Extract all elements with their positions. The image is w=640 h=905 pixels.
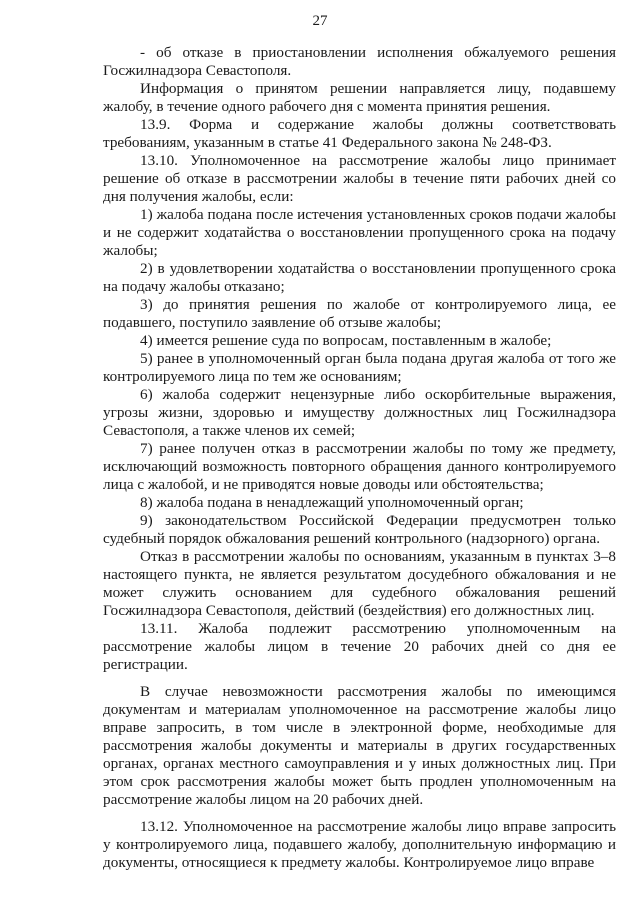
paragraph: 5) ранее в уполномоченный орган была подана другая жалоба от того же контролируемого лица по тем же основаниям;	[103, 350, 616, 385]
paragraph: 13.11. Жалоба подлежит рассмотрению уполномоченным на рассмотрение жалобы лицом в течение 20 рабочих дней со дня ее регистрации.	[103, 620, 616, 673]
paragraph: 2) в удовлетворении ходатайства о восстановлении пропущенного срока на подачу жалобы отказано;	[103, 260, 616, 295]
paragraph: 13.12. Уполномоченное на рассмотрение жалобы лицо вправе запросить у контролируемого лица, подавшего жалобу, дополнительную информацию и документы, относящиеся к предмету жалобы. Контролируемое лицо вправе	[103, 818, 616, 871]
paragraph: 9) законодательством Российской Федерации предусмотрен только судебный порядок обжалования решений контрольного (надзорного) органа.	[103, 512, 616, 547]
document-body	[103, 44, 616, 872]
paragraph: В случае невозможности рассмотрения жалобы по имеющимся документам и материалам уполномоченное на рассмотрение жалобы лицо вправе запросить, в том числе в электронной форме, необходимые для рассмотрения жалобы документы и материалы в других государственных органах, органах местного самоуправления и у иных должностных лиц. При этом срок рассмотрения жалобы может быть продлен уполномоченным на рассмотрение жалобы лицом на 20 рабочих дней.	[103, 683, 616, 808]
paragraph: 7) ранее получен отказ в рассмотрении жалобы по тому же предмету, исключающий возможность повторного обращения данного контролируемого лица с жалобой, и не приводятся новые доводы или обстоятельства;	[103, 440, 616, 493]
page-number: 27	[312, 13, 328, 29]
paragraph: 6) жалоба содержит нецензурные либо оскорбительные выражения, угрозы жизни, здоровью и имуществу должностных лиц Госжилнадзора Севастополя, а также членов их семей;	[103, 386, 616, 439]
paragraph: 4) имеется решение суда по вопросам, поставленным в жалобе;	[140, 332, 552, 349]
paragraph: 1) жалоба подана после истечения установленных сроков подачи жалобы и не содержит ходатайства о восстановлении пропущенного срока на подачу жалобы;	[103, 206, 616, 259]
paragraph: 3) до принятия решения по жалобе от контролируемого лица, ее подавшего, поступило заявление об отзыве жалобы;	[103, 296, 616, 331]
paragraph: Отказ в рассмотрении жалобы по основаниям, указанным в пунктах 3–8 настоящего пункта, не является результатом досудебного обжалования и не может служить основанием для судебного обжалования решений Госжилнадзора Севастополя, действий (бездействия) его должностных лиц.	[103, 548, 616, 619]
paragraph: 13.9. Форма и содержание жалобы должны соответствовать требованиям, указанным в статье 41 Федерального закона № 248-ФЗ.	[103, 116, 616, 151]
paragraph: Информация о принятом решении направляется лицу, подавшему жалобу, в течение одного рабочего дня с момента принятия решения.	[103, 80, 616, 115]
paragraph: 8) жалоба подана в ненадлежащий уполномоченный орган;	[140, 494, 524, 511]
paragraph: - об отказе в приостановлении исполнения обжалуемого решения Госжилнадзора Севастополя.	[103, 44, 616, 79]
paragraph: 13.10. Уполномоченное на рассмотрение жалобы лицо принимает решение об отказе в рассмотрении жалобы в течение пяти рабочих дней со дня получения жалобы, если:	[103, 152, 616, 205]
